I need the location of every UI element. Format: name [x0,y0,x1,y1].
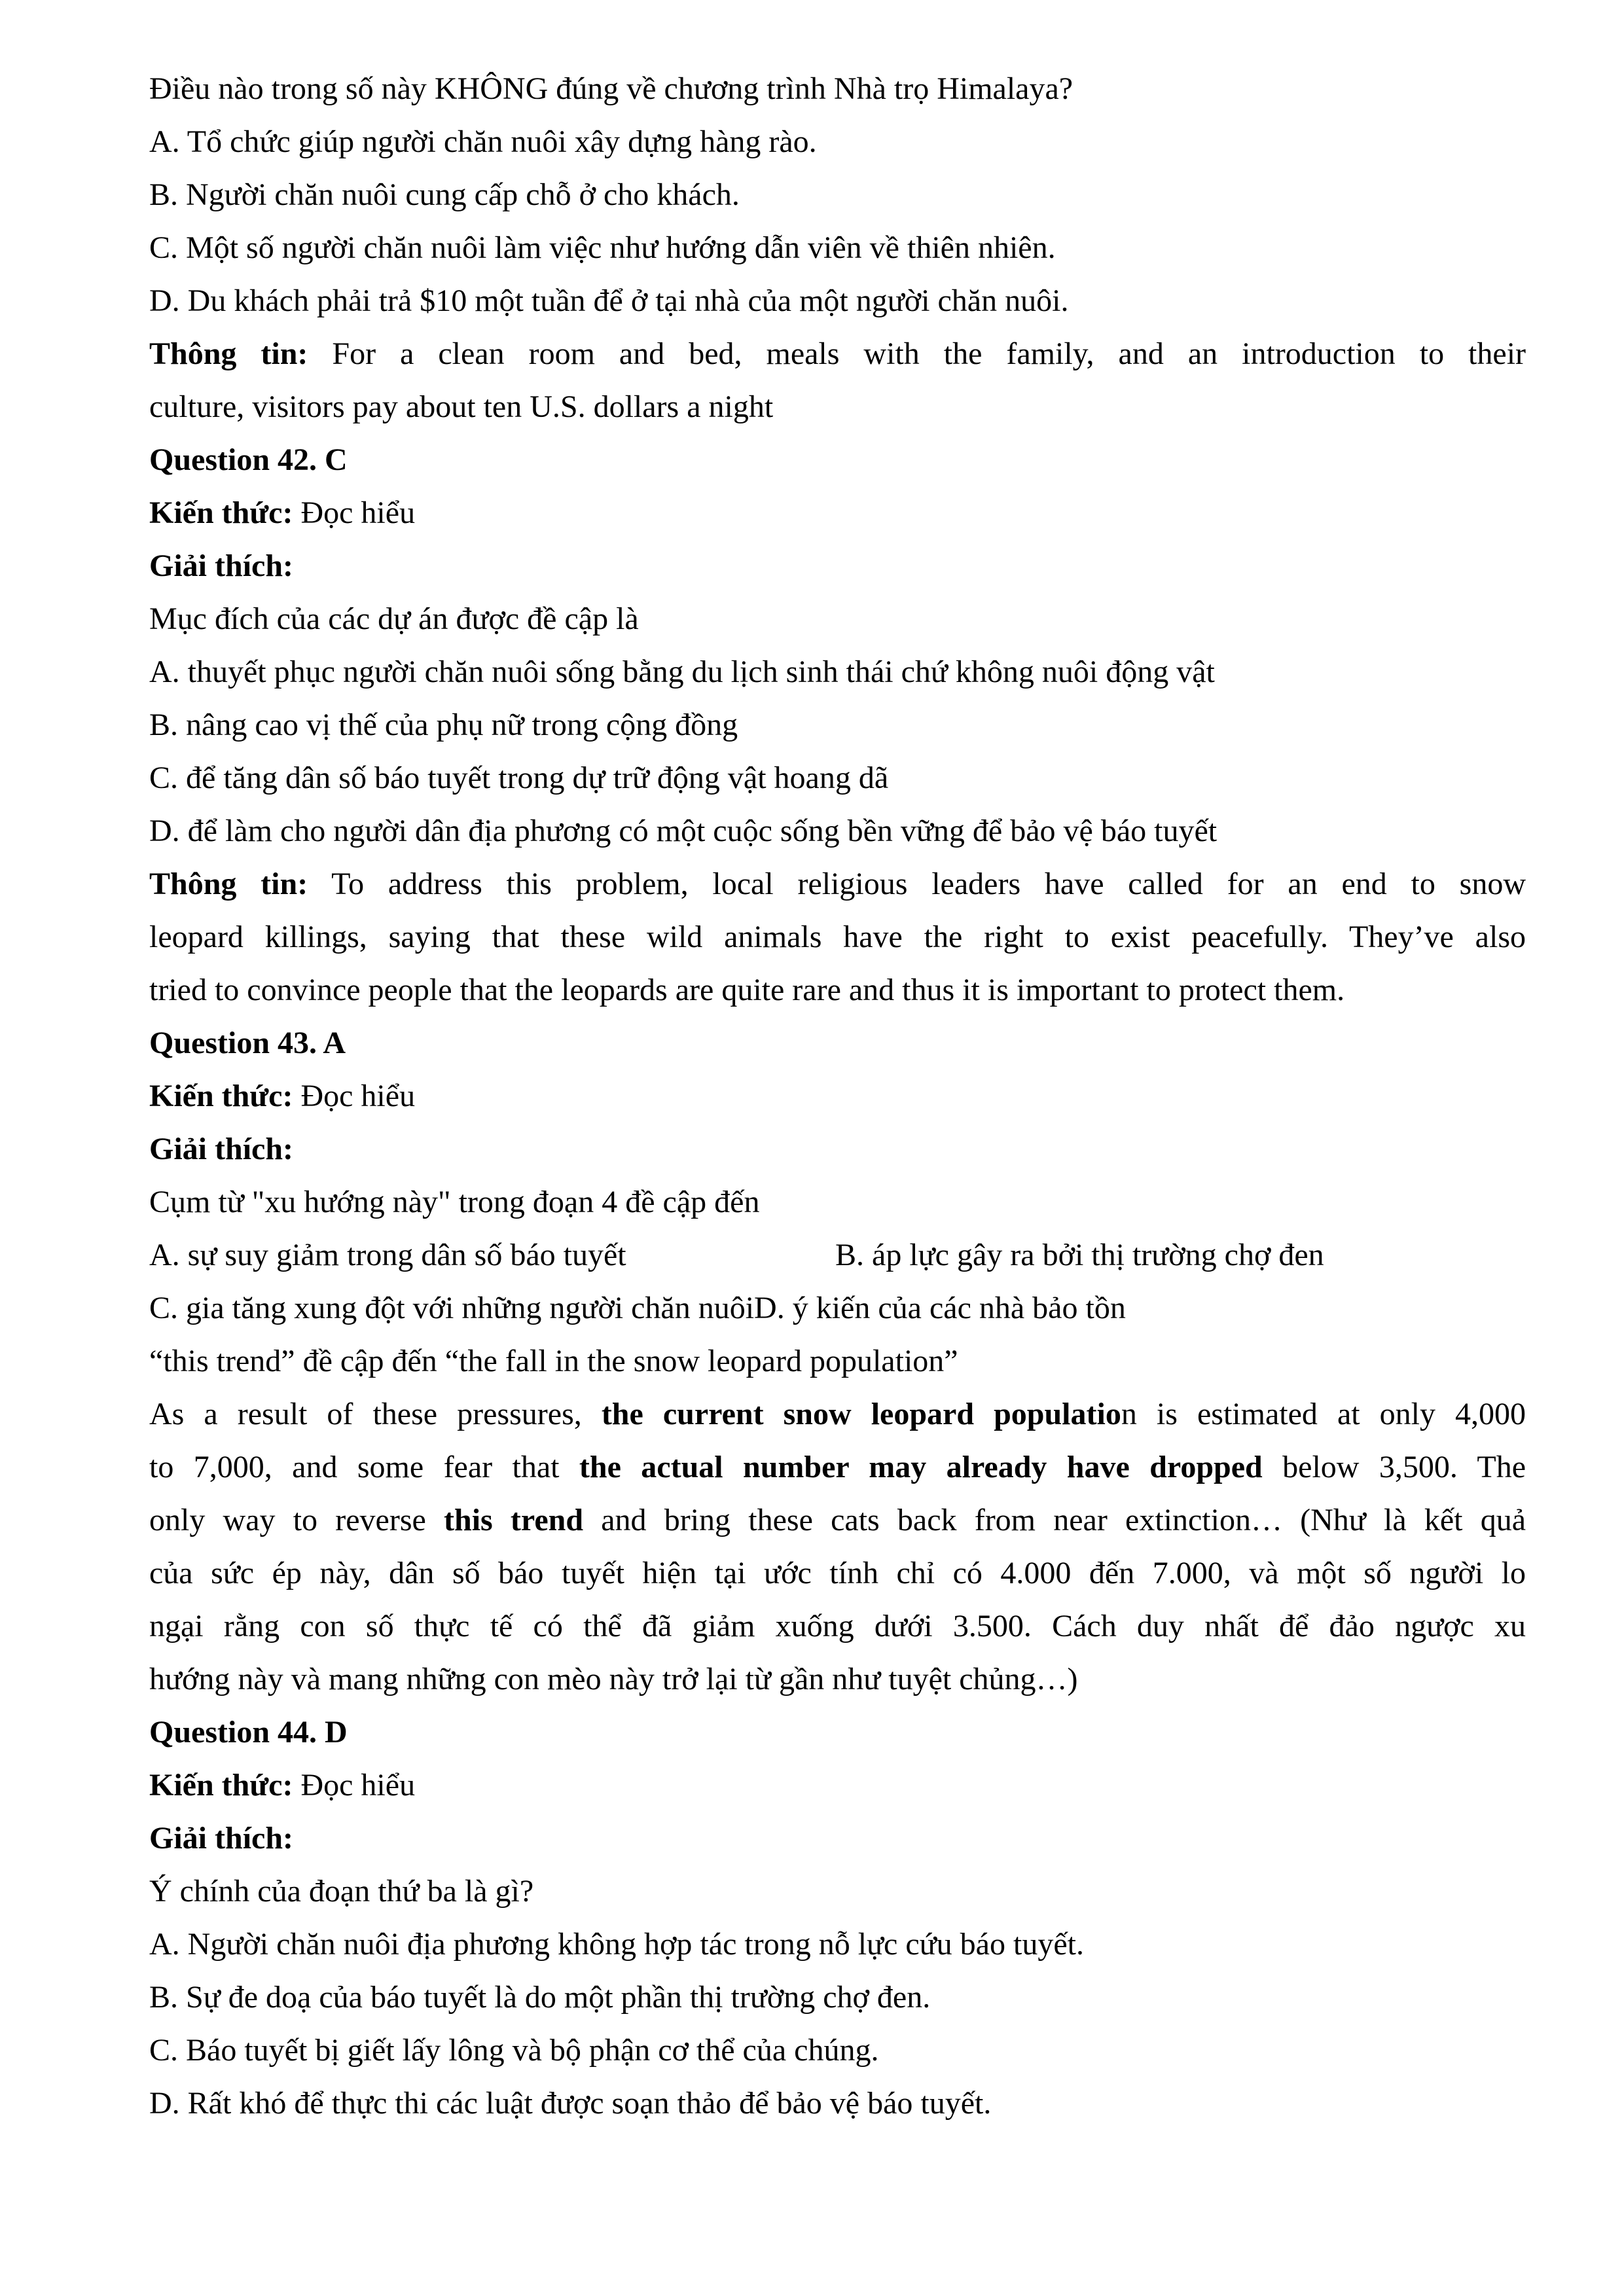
q44-knowledge-value: Đọc hiểu [300,1768,416,1803]
q43-passage-line-5: ngại rằng con số thực tế có thể đã giảm xuống dưới 3.500. Cách duy nhất để đảo ngược xu [149,1609,1526,1643]
q43-passage-line-6: hướng này và mang những con mèo này trở lại từ gần như tuyệt chủng…) [149,1662,1078,1696]
q41-stem: Điều nào trong số này KHÔNG đúng về chương trình Nhà trọ Himalaya? [149,71,1074,106]
q43-passage-1b: the current snow leopard populatio [601,1397,1121,1431]
q43-knowledge-label: Kiến thức: [149,1079,293,1113]
q43-title-text: Question 43. A [149,1026,346,1060]
q43-passage-line-1 [149,1388,1526,1441]
q43-passage-1c: n is estimated at only 4,000 [1121,1397,1526,1431]
q43-options-row-1 [149,1229,1526,1282]
q41-option-c: C. Một số người chăn nuôi làm việc như hướng dẫn viên về thiên nhiên. [149,230,1056,265]
q43-stem: Cụm từ "xu hướng này" trong đoạn 4 đề cập đến [149,1185,760,1219]
q43-passage-2b: the actual number may already have dropped [579,1450,1263,1484]
q43-passage-line-2 [149,1441,1526,1494]
q43-passage-2a: to 7,000, and some fear that [149,1450,579,1484]
q44-explain-label: Giải thích: [149,1821,294,1856]
q42-knowledge-label: Kiến thức: [149,495,293,530]
q42-title [149,433,1526,486]
q41-option-a: A. Tổ chức giúp người chăn nuôi xây dựng hàng rào. [149,124,817,159]
q44-option-a: A. Người chăn nuôi địa phương không hợp tác trong nỗ lực cứu báo tuyết. [149,1927,1084,1962]
q44-title-text: Question 44. D [149,1715,348,1749]
q43-knowledge [149,1069,1526,1122]
q42-knowledge [149,486,1526,539]
q42-knowledge-value: Đọc hiểu [300,495,416,530]
q43-passage-line-4: của sức ép này, dân số báo tuyết hiện tại ước tính chỉ có 4.000 đến 7.000, và một số người lo [149,1556,1526,1590]
q42-explain [149,539,1526,592]
q44-stem: Ý chính của đoạn thứ ba là gì? [149,1874,534,1909]
q41-option-d: D. Du khách phải trả $10 một tuần để ở tại nhà của một người chăn nuôi. [149,283,1069,318]
q43-title [149,1016,1526,1069]
q43-option-b: B. áp lực gây ra bởi thị trường chợ đen [835,1238,1324,1272]
q44-option-b: B. Sự đe doạ của báo tuyết là do một phần thị trường chợ đen. [149,1980,931,2015]
q44-option-d: D. Rất khó để thực thi các luật được soạn thảo để bảo vệ báo tuyết. [149,2086,992,2121]
q44-option-c: C. Báo tuyết bị giết lấy lông và bộ phận cơ thể của chúng. [149,2033,879,2068]
q43-passage-2c: below 3,500. The [1262,1450,1526,1484]
q42-info-label: Thông tin: [149,867,308,901]
q43-options-row-2 [149,1282,1526,1335]
q43-explain-label: Giải thích: [149,1132,294,1166]
q42-info-text-1: To address this problem, local religious leaders have called for an end to snow [331,867,1526,901]
q42-option-b: B. nâng cao vị thế của phụ nữ trong cộng đồng [149,708,738,742]
q42-info-line-3: tried to convince people that the leopards are quite rare and thus it is important to protect them. [149,973,1345,1007]
q43-option-a: A. sự suy giảm trong dân số báo tuyết [149,1238,626,1272]
q41-info-label: Thông tin: [149,336,308,371]
q42-option-c: C. để tăng dân số báo tuyết trong dự trữ động vật hoang dã [149,761,889,795]
q42-info-line-2: leopard killings, saying that these wild animals have the right to exist peacefully. They’ve also [149,920,1526,954]
q43-knowledge-value: Đọc hiểu [300,1079,416,1113]
q43-option-d: D. ý kiến của các nhà bảo tồn [754,1291,1126,1325]
q41-option-b: B. Người chăn nuôi cung cấp chỗ ở cho khách. [149,177,740,212]
q43-passage-3c: and bring these cats back from near extinction… (Như là kết quả [583,1503,1526,1537]
q43-note: “this trend” đề cập đến “the fall in the snow leopard population” [149,1344,958,1378]
q43-explain [149,1122,1526,1175]
q42-option-a: A. thuyết phục người chăn nuôi sống bằng du lịch sinh thái chứ không nuôi động vật [149,655,1215,689]
q41-info-line-1 [149,327,1526,380]
q43-passage-1a: As a result of these pressures, [149,1397,602,1431]
q41-info-line-2: culture, visitors pay about ten U.S. dollars a night [149,389,774,424]
q41-info-text-1: For a clean room and bed, meals with the family, and an introduction to their [332,336,1526,371]
q44-knowledge [149,1759,1526,1812]
q43-passage-3b: this trend [444,1503,584,1537]
q44-title [149,1706,1526,1759]
q42-title-text: Question 42. C [149,442,348,477]
q42-info-line-1 [149,857,1526,910]
q44-knowledge-label: Kiến thức: [149,1768,293,1803]
q43-option-c: C. gia tăng xung đột với những người chăn nuôi [149,1291,755,1325]
q42-stem: Mục đích của các dự án được đề cập là [149,601,639,636]
q42-option-d: D. để làm cho người dân địa phương có một cuộc sống bền vững để bảo vệ báo tuyết [149,814,1218,848]
q43-passage-3a: only way to reverse [149,1503,444,1537]
q44-explain [149,1812,1526,1865]
q43-passage-line-3 [149,1494,1526,1547]
q42-explain-label: Giải thích: [149,548,294,583]
